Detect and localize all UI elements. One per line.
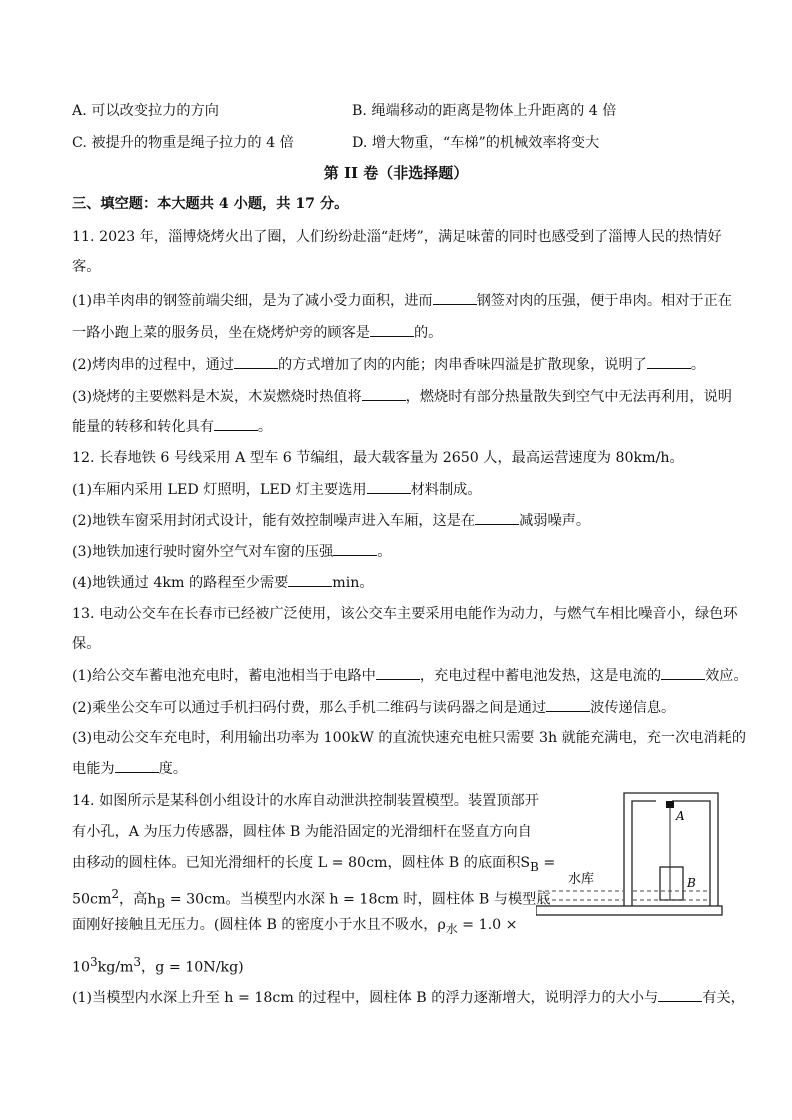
answer-blank[interactable] [546, 697, 590, 712]
option-d: D. 增大物重，“车梯”的机械效率将变大 [352, 135, 600, 151]
q13-p3-text-b: 电能为 [72, 761, 115, 777]
q12-stem: 12. 长春地铁 6 号线采用 A 型车 6 节编组，最大载客量为 2650 人，最高运营速度为 80km/h。 [72, 450, 684, 466]
q13-p3-text-c: 度。 [158, 761, 187, 777]
q11-p2-text-c: 。 [690, 357, 706, 373]
q12-p3-text-a: (3)地铁加速行驶时窗外空气对车窗的压强 [72, 544, 334, 560]
q12-part1 [72, 479, 482, 500]
q14-l3-end: = [538, 855, 556, 871]
q13-part3: (3)电动公交车充电时，利用输出功率为 100kW 的直流快速充电桩只需要 3h 就能充满电，充一次电消耗的 [72, 730, 747, 746]
answer-blank[interactable] [376, 665, 420, 680]
answer-blank[interactable] [288, 572, 332, 587]
q11-p3-text-d: 。 [257, 419, 273, 435]
q12-part3 [72, 541, 392, 562]
q14-line3 [72, 853, 555, 877]
answer-blank[interactable] [433, 290, 477, 305]
q14-l4-a: 50cm [72, 891, 112, 908]
q14-line2: 有小孔，A 为压力传感器，圆柱体 B 为能沿固定的光滑细杆在竖直方向自 [72, 824, 532, 840]
q13-stem: 13. 电动公交车在长春市已经被广泛使用，该公交车主要采用电能作为动力，与燃气车相比噪音小，绿色环 [72, 606, 738, 622]
q14-line4 [72, 884, 551, 914]
q12-p2-text-a: (2)地铁车窗采用封闭式设计，能有效控制噪声进入车厢，这是在 [72, 513, 476, 529]
q14-l4-b: ，高h [118, 891, 157, 908]
option-b: B. 绳端移动的距离是物体上升距离的 4 倍 [352, 103, 617, 119]
q12-part2 [72, 510, 590, 531]
q13-stem-cont: 保。 [72, 636, 101, 652]
q13-p2-text-b: 波传递信息。 [590, 700, 676, 716]
q14-line6 [72, 952, 244, 978]
answer-blank[interactable] [658, 987, 702, 1002]
q11-stem [72, 227, 722, 247]
q14-l5-sub: 水 [445, 921, 458, 936]
q11-p1-text-c: 一路小跑上菜的服务员，坐在烧烤炉旁的顾客是 [72, 325, 370, 341]
answer-blank[interactable] [362, 386, 406, 401]
q14-l4-sub: B [156, 896, 166, 911]
q11-p3-text-b: ，燃烧时有部分热量散失到空气中无法再利用，说明 [405, 389, 732, 405]
answer-blank[interactable] [214, 416, 258, 431]
option-c: C. 被提升的物重是绳子拉力的 4 倍 [72, 135, 294, 151]
q14-l6-c: ，g = 10N/kg) [141, 959, 244, 976]
reservoir-diagram [536, 787, 724, 917]
label-a: A [676, 809, 685, 823]
q11-p3-text-c: 能量的转移和转化具有 [72, 419, 214, 435]
q13-p1-text-b: ，充电过程中蓄电池发热，这是电流的 [419, 668, 662, 684]
q14-l6-a: 10 [72, 959, 91, 976]
answer-blank[interactable] [661, 665, 705, 680]
q12-p4-text-b: min。 [332, 575, 374, 591]
q11-p2-text-a: (2)烤肉串的过程中，通过 [72, 357, 234, 373]
q14-l6-sup2: 3 [133, 955, 142, 969]
q11-stem-1: 11. 2023 年，淄博烧烤火出了圈，人们纷纷赴淄“赶烤”，满足味蕾的同时也感受到了淄博人民的热情好 [72, 229, 722, 245]
q13-part2 [72, 697, 675, 718]
section-title: 第 II 卷（非选择题） [323, 164, 469, 182]
q11-part1-cont [72, 322, 442, 343]
q12-p2-text-b: 减弱噪声。 [519, 513, 591, 529]
part-header: 三、填空题：本大题共 4 小题，共 17 分。 [72, 196, 349, 212]
q13-p2-text-a: (2)乘坐公交车可以通过手机扫码付费，那么手机二维码与读码器之间是通过 [72, 700, 547, 716]
q11-stem-cont: 客。 [72, 259, 101, 275]
q13-part1 [72, 665, 748, 686]
q14-line5 [72, 915, 518, 939]
answer-blank[interactable] [234, 354, 278, 369]
label-reservoir: 水库 [568, 872, 595, 887]
q14-l5-a: 面刚好接触且无压力。(圆柱体 B 的密度小于水且不吸水，ρ [72, 917, 446, 933]
answer-blank[interactable] [115, 758, 159, 773]
q14-p1-text-b: 有关， [702, 990, 745, 1006]
option-a: A. 可以改变拉力的方向 [72, 103, 219, 119]
cylinder-b [660, 867, 683, 900]
q11-part3-cont [72, 416, 272, 437]
q12-part4 [72, 572, 374, 593]
q14-l4-sup: 2 [111, 887, 119, 901]
q14-l4-c: = 30cm。当模型内水深 h = 18cm 时，圆柱体 B 与模型底 [165, 891, 551, 908]
answer-blank[interactable] [370, 322, 414, 337]
q11-part1 [72, 290, 732, 311]
q14-l5-b: = 1.0 × [457, 917, 518, 933]
q12-p3-text-b: 。 [377, 544, 392, 560]
q13-part3-cont [72, 758, 187, 779]
q13-p1-text-a: (1)给公交车蓄电池充电时，蓄电池相当于电路中 [72, 668, 376, 684]
answer-blank[interactable] [333, 541, 377, 556]
q14-l3-text: 由移动的圆柱体。已知光滑细杆的长度 L = 80cm，圆柱体 B 的底面积S [72, 855, 531, 871]
q14-l6-b: kg/m [97, 959, 134, 976]
q11-p1-text-a: (1)串羊肉串的钢签前端尖细，是为了减小受力面积，进而 [72, 293, 433, 309]
q14-p1-text-a: (1)当模型内水深上升至 h = 18cm 的过程中，圆柱体 B 的浮力逐渐增大，说明浮力的大小与 [72, 990, 659, 1006]
answer-blank[interactable] [647, 354, 691, 369]
q11-p1-text-b: 钢签对肉的压强，便于串肉。相对于正在 [476, 293, 732, 309]
q11-p3-text-a: (3)烧烤的主要燃料是木炭，木炭燃烧时热值将 [72, 389, 362, 405]
q13-p1-text-c: 效应。 [705, 668, 748, 684]
answer-blank[interactable] [367, 479, 411, 494]
answer-blank[interactable] [475, 510, 519, 525]
q11-p1-text-d: 的。 [413, 325, 443, 341]
q12-p4-text-a: (4)地铁通过 4km 的路程至少需要 [72, 575, 289, 591]
q14-l6-sup: 3 [90, 955, 98, 969]
q12-p1-text-a: (1)车厢内采用 LED 灯照明，LED 灯主要选用 [72, 482, 367, 498]
q14-l3-sub: B [530, 859, 539, 874]
q11-part2 [72, 354, 705, 375]
container-inner-left-wall [632, 801, 656, 906]
base-plate [536, 906, 722, 915]
q11-part3 [72, 386, 732, 407]
q12-p1-text-b: 材料制成。 [410, 482, 482, 498]
label-b: B [687, 876, 696, 890]
q14-line1: 14. 如图所示是某科创小组设计的水库自动泄洪控制装置模型。装置顶部开 [72, 793, 539, 809]
q11-p2-text-b: 的方式增加了肉的内能；肉串香味四溢是扩散现象，说明了 [277, 357, 647, 373]
pressure-sensor-a [666, 801, 674, 808]
q14-part1 [72, 987, 745, 1008]
